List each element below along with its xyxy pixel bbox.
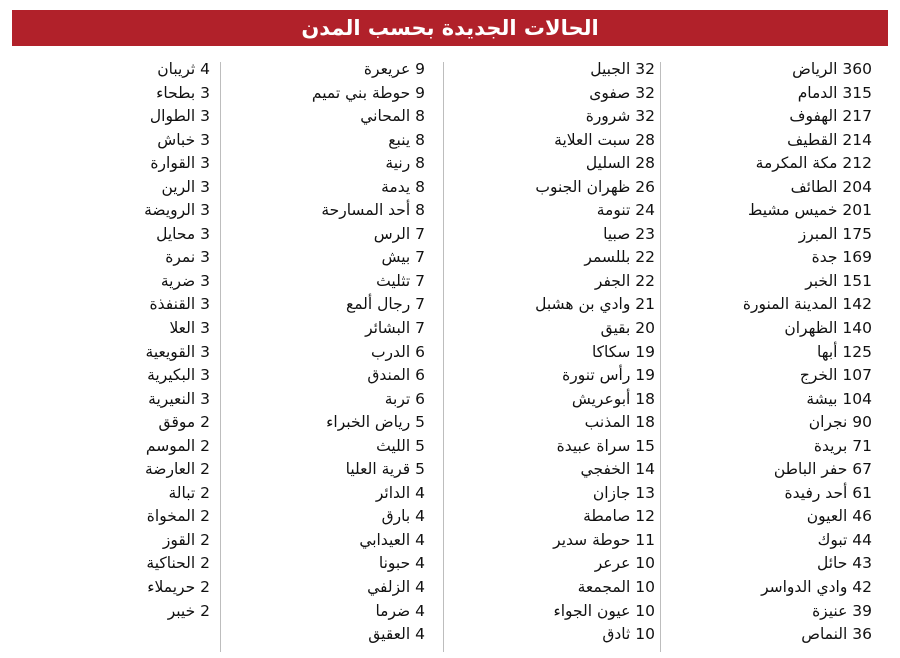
list-item: 7 تثليث — [376, 271, 425, 290]
list-item: 2 خيبر — [167, 601, 210, 620]
list-item: 3 الرويضة — [144, 201, 210, 220]
list-item: 217 الهفوف — [789, 107, 872, 126]
cities-column-1 — [662, 58, 876, 654]
list-item: 39 عنيزة — [812, 601, 872, 620]
list-item: 2 الموسم — [145, 436, 210, 455]
list-item: 6 المندق — [367, 366, 425, 385]
list-item: 3 ضرية — [160, 271, 210, 290]
column-divider — [660, 62, 661, 652]
list-item: 22 الجفر — [594, 271, 655, 290]
list-item: 32 شرورة — [585, 107, 655, 126]
list-item: 2 حريملاء — [147, 578, 210, 597]
list-item: 4 الزلفي — [367, 578, 425, 597]
list-item: 10 عيون الجواء — [553, 601, 655, 620]
list-item: 18 أبوعريش — [571, 389, 655, 408]
list-item: 23 صبيا — [603, 224, 655, 243]
list-item: 4 حبونا — [378, 554, 425, 573]
list-item: 214 القطيف — [787, 130, 872, 149]
cities-column-2 — [445, 58, 659, 654]
list-item: 28 سبت العلاية — [554, 130, 655, 149]
list-item: 4 بارق — [381, 507, 425, 526]
list-item: 169 جدة — [811, 248, 872, 267]
list-item: 32 الجبيل — [590, 60, 655, 78]
list-item: 22 بللسمر — [584, 248, 655, 267]
list-item: 67 حفر الباطن — [773, 460, 872, 479]
list-item: 3 العلا — [169, 319, 210, 338]
page-title-banner — [12, 10, 888, 46]
list-item: 44 تبوك — [817, 530, 872, 549]
list-item: 3 القوارة — [150, 154, 210, 173]
list-item: 3 البكيرية — [147, 366, 210, 385]
list-item: 3 القنفذة — [149, 295, 210, 314]
list-item: 26 ظهران الجنوب — [535, 177, 655, 196]
list-item: 201 خميس مشيط — [748, 201, 872, 220]
list-item: 18 المذنب — [584, 413, 655, 432]
list-item: 5 الليث — [376, 436, 425, 455]
list-item: 175 المبرز — [798, 224, 872, 243]
list-item: 104 بيشة — [806, 389, 872, 408]
list-item: 8 أحد المسارحة — [321, 201, 425, 220]
list-item: 6 الدرب — [370, 342, 425, 361]
list-item: 8 رنية — [385, 154, 425, 173]
list-item: 142 المدينة المنورة — [742, 295, 872, 314]
list-item: 4 ثريبان — [157, 60, 210, 78]
list-item: 90 نجران — [808, 413, 872, 432]
list-item: 204 الطائف — [790, 177, 872, 196]
list-item: 24 تنومة — [596, 201, 655, 220]
list-item: 12 صامطة — [583, 507, 655, 526]
list-item: 5 قرية العليا — [345, 460, 425, 479]
list-item: 3 محايل — [156, 224, 210, 243]
list-item: 10 ثادق — [602, 625, 655, 644]
list-item: 360 الرياض — [792, 60, 872, 78]
list-item: 3 بطحاء — [156, 83, 210, 102]
list-item: 3 الرين — [161, 177, 210, 196]
cities-column-3 — [215, 58, 429, 654]
list-item: 140 الظهران — [784, 319, 872, 338]
list-item: 10 المجمعة — [577, 578, 655, 597]
list-item: 14 الخفجي — [580, 460, 655, 479]
list-item: 3 القويعية — [145, 342, 210, 361]
list-item: 8 المحاني — [360, 107, 425, 126]
list-item: 7 الرس — [373, 224, 425, 243]
list-item: 7 رجال ألمع — [345, 295, 425, 314]
list-item: 9 حوطة بني تميم — [311, 83, 425, 102]
list-item: 11 حوطة سدير — [553, 530, 655, 549]
list-item: 2 تبالة — [168, 483, 210, 502]
list-item: 46 العيون — [806, 507, 872, 526]
list-item: 43 حائل — [816, 554, 872, 573]
list-item: 4 العقيق — [368, 625, 425, 644]
list-item: 32 صفوى — [589, 83, 655, 102]
list-item: 7 البشائر — [365, 319, 425, 338]
list-item: 61 أحد رفيدة — [784, 483, 872, 502]
list-item: 2 العارضة — [145, 460, 210, 479]
list-item: 8 ينبع — [388, 130, 425, 149]
list-item: 15 سراة عبيدة — [556, 436, 655, 455]
list-item: 2 موقق — [158, 413, 210, 432]
list-item: 28 السليل — [585, 154, 655, 173]
list-item: 315 الدمام — [797, 83, 872, 102]
list-item: 19 سكاكا — [591, 342, 655, 361]
list-item: 71 بريدة — [813, 436, 872, 455]
list-item: 4 العيدابي — [359, 530, 425, 549]
list-item: 9 عريعرة — [363, 60, 425, 78]
list-item: 4 الدائر — [375, 483, 425, 502]
list-item: 5 رياض الخبراء — [326, 413, 425, 432]
list-item: 107 الخرج — [799, 366, 872, 385]
list-item: 3 خباش — [157, 130, 210, 149]
list-item: 3 الطوال — [149, 107, 210, 126]
list-item: 3 النعيرية — [148, 389, 210, 408]
list-item: 2 القوز — [162, 530, 210, 549]
list-item: 3 نمرة — [165, 248, 210, 267]
cities-table — [0, 58, 900, 654]
list-item: 7 بيش — [381, 248, 425, 267]
list-item: 13 جازان — [592, 483, 655, 502]
list-item: 4 ضرما — [375, 601, 425, 620]
page-title: الحالات الجديدة بحسب المدن — [301, 16, 599, 40]
list-item: 6 تربة — [384, 389, 425, 408]
list-item: 151 الخبر — [805, 271, 872, 290]
column-divider — [220, 62, 221, 652]
list-item: 36 النماص — [801, 625, 872, 644]
list-item: 10 عرعر — [594, 554, 655, 573]
column-divider — [443, 62, 444, 652]
list-item: 125 أبها — [816, 342, 872, 361]
list-item: 21 وادي بن هشبل — [535, 295, 655, 314]
list-item: 20 بقيق — [600, 319, 655, 338]
list-item: 212 مكة المكرمة — [755, 154, 872, 173]
cities-column-4 — [0, 58, 214, 654]
list-item: 8 يدمة — [381, 177, 425, 196]
list-item: 19 رأس تنورة — [562, 366, 655, 385]
list-item: 42 وادي الدواسر — [761, 578, 872, 597]
list-item: 2 الحناكية — [146, 554, 210, 573]
list-item: 2 المخواة — [146, 507, 210, 526]
